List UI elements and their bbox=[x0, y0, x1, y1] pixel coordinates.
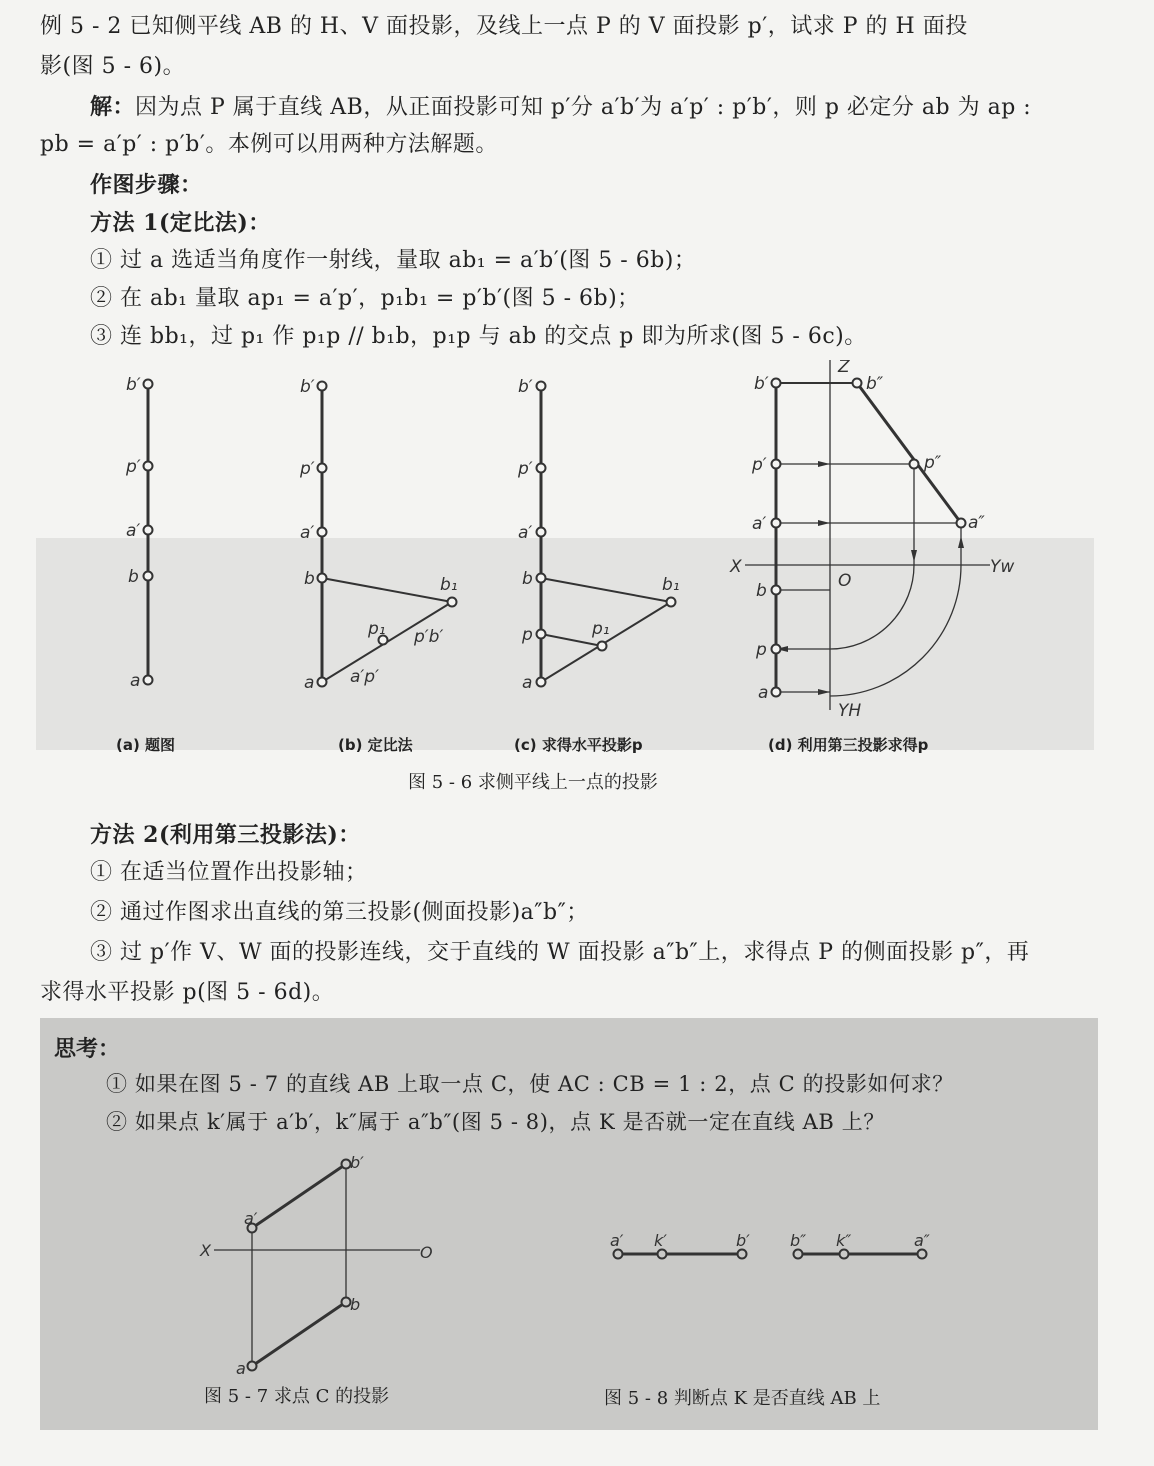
label: p′ bbox=[300, 459, 315, 479]
label: p₁ bbox=[368, 619, 386, 639]
point-marker bbox=[772, 460, 781, 469]
point-marker bbox=[144, 380, 153, 389]
arrow-icon bbox=[818, 520, 830, 526]
fig-d-w-line bbox=[857, 383, 961, 523]
label: b′ bbox=[300, 377, 315, 397]
arrow-icon bbox=[818, 461, 830, 467]
label: a′ bbox=[300, 523, 315, 543]
fig57-v-line bbox=[252, 1164, 346, 1228]
label: a′ bbox=[126, 521, 141, 541]
label: p′ bbox=[752, 455, 767, 475]
figures-5-7-5-8 bbox=[0, 1140, 1154, 1400]
think-question-1: ① 如果在图 5 - 7 的直线 AB 上取一点 C，使 AC : CB = 1 : 2，点 C 的投影如何求？ bbox=[106, 1072, 954, 1096]
label: a″ bbox=[914, 1231, 930, 1250]
label: a bbox=[522, 673, 533, 693]
point-marker bbox=[144, 526, 153, 535]
label: p′ bbox=[126, 457, 141, 477]
label: X bbox=[200, 1241, 211, 1260]
fig-c-ray bbox=[541, 602, 671, 682]
method2-title: 方法 2(利用第三投影法)： bbox=[90, 822, 361, 848]
point-marker bbox=[318, 382, 327, 391]
point-marker bbox=[918, 1250, 927, 1259]
point-marker bbox=[853, 379, 862, 388]
arrow-icon bbox=[958, 536, 964, 548]
method1-step-3: ③ 连 bb₁，过 p₁ 作 p₁p // b₁b，p₁p 与 ab 的交点 p 即为所求(图 5 - 6c)。 bbox=[90, 324, 867, 349]
label: b′ bbox=[736, 1231, 750, 1250]
label: a bbox=[130, 671, 141, 691]
label: b bbox=[128, 567, 139, 587]
fig56-caption-d: (d) 利用第三投影求得p bbox=[768, 736, 929, 754]
method1-step-1: ① 过 a 选适当角度作一射线，量取 ab₁ = a′b′(图 5 - 6b)； bbox=[90, 248, 697, 273]
point-marker bbox=[318, 528, 327, 537]
fig56-caption-c: (c) 求得水平投影p bbox=[514, 736, 643, 754]
label: a bbox=[758, 683, 769, 703]
label: O bbox=[838, 571, 852, 591]
point-marker bbox=[318, 678, 327, 687]
point-marker bbox=[537, 382, 546, 391]
label: b₁ bbox=[662, 575, 680, 595]
point-marker bbox=[144, 572, 153, 581]
point-marker bbox=[537, 574, 546, 583]
label: b bbox=[304, 569, 315, 589]
label: b′ bbox=[350, 1153, 364, 1172]
label: b bbox=[350, 1295, 361, 1314]
point-marker bbox=[910, 460, 919, 469]
label: a′p′ bbox=[350, 667, 379, 687]
point-marker bbox=[537, 630, 546, 639]
arrow-icon bbox=[818, 689, 830, 695]
label: a′ bbox=[752, 514, 767, 534]
point-marker bbox=[537, 464, 546, 473]
point-marker bbox=[248, 1362, 257, 1371]
method1-step-2: ② 在 ab₁ 量取 ap₁ = a′p′，p₁b₁ = p′b′(图 5 - 6b)； bbox=[90, 286, 640, 311]
solution-text: 因为点 P 属于直线 AB，从正面投影可知 p′分 a′b′为 a′p′ : p′b′，则 p 必定分 ab 为 ap : bbox=[135, 95, 1032, 120]
label: b′ bbox=[754, 374, 769, 394]
point-marker bbox=[537, 528, 546, 537]
label: a bbox=[236, 1359, 246, 1378]
fig57-title: 图 5 - 7 求点 C 的投影 bbox=[204, 1386, 390, 1407]
method2-step-2: ② 通过作图求出直线的第三投影(侧面投影)a″b″； bbox=[90, 900, 589, 925]
label: k′ bbox=[654, 1231, 667, 1250]
point-marker bbox=[772, 379, 781, 388]
solution-label: 解： bbox=[90, 94, 136, 120]
label: p″ bbox=[924, 453, 942, 473]
label: a′ bbox=[244, 1209, 258, 1228]
point-marker bbox=[598, 642, 607, 651]
arrow-icon bbox=[911, 550, 917, 562]
point-marker bbox=[318, 574, 327, 583]
method1-title: 方法 1(定比法)： bbox=[90, 210, 271, 236]
label: a bbox=[304, 673, 315, 693]
point-marker bbox=[957, 519, 966, 528]
solution-line-2: pb = a′p′ : p′b′。本例可以用两种方法解题。 bbox=[40, 132, 498, 157]
label: X bbox=[730, 557, 742, 577]
point-marker bbox=[772, 688, 781, 697]
label: b bbox=[756, 581, 767, 601]
label: b″ bbox=[790, 1231, 807, 1250]
label: a′ bbox=[610, 1231, 624, 1250]
method2-step-3b: 求得水平投影 p(图 5 - 6d)。 bbox=[40, 980, 335, 1005]
example-line-1: 例 5 - 2 已知侧平线 AB 的 H、V 面投影，及线上一点 P 的 V 面投影 p′，试求 P 的 H 面投 bbox=[40, 14, 968, 39]
point-marker bbox=[772, 645, 781, 654]
fig56-caption-b: (b) 定比法 bbox=[338, 736, 413, 754]
fig56-caption-a: (a) 题图 bbox=[116, 736, 176, 754]
method2-step-1: ① 在适当位置作出投影轴； bbox=[90, 860, 368, 885]
label: p bbox=[522, 625, 533, 645]
label: p′ bbox=[518, 459, 533, 479]
steps-title: 作图步骤： bbox=[90, 172, 203, 198]
label: p′b′ bbox=[414, 627, 444, 647]
fig-b-bb1 bbox=[322, 578, 452, 602]
point-marker bbox=[537, 678, 546, 687]
point-marker bbox=[448, 598, 457, 607]
label: YH bbox=[838, 701, 862, 721]
point-marker bbox=[144, 676, 153, 685]
label: a″ bbox=[968, 513, 985, 533]
point-marker bbox=[667, 598, 676, 607]
label: b′ bbox=[518, 377, 533, 397]
label: Z bbox=[838, 360, 850, 377]
point-marker bbox=[144, 462, 153, 471]
example-line-2: 影(图 5 - 6)。 bbox=[40, 54, 186, 79]
label: p₁ bbox=[592, 619, 610, 639]
label: p bbox=[756, 640, 767, 660]
fig57-h-line bbox=[252, 1302, 346, 1366]
point-marker bbox=[658, 1250, 667, 1259]
label: b bbox=[522, 569, 533, 589]
solution-line-1 bbox=[90, 92, 1154, 123]
point-marker bbox=[772, 519, 781, 528]
point-marker bbox=[772, 586, 781, 595]
method2-step-3: ③ 过 p′作 V、W 面的投影连线，交于直线的 W 面投影 a″b″上，求得点 P 的侧面投影 p″，再 bbox=[90, 940, 1030, 965]
label: k″ bbox=[836, 1231, 852, 1250]
label: b₁ bbox=[440, 575, 458, 595]
fig-c-bb1 bbox=[541, 578, 671, 602]
point-marker bbox=[738, 1250, 747, 1259]
label: a′ bbox=[518, 523, 533, 543]
fig56-title: 图 5 - 6 求侧平线上一点的投影 bbox=[408, 772, 658, 793]
think-question-2: ② 如果点 k′属于 a′b′，k″属于 a″b″(图 5 - 8)，点 K 是否就一定在直线 AB 上？ bbox=[106, 1110, 885, 1134]
point-marker bbox=[614, 1250, 623, 1259]
fig58-title: 图 5 - 8 判断点 K 是否直线 AB 上 bbox=[604, 1388, 881, 1409]
point-marker bbox=[840, 1250, 849, 1259]
figure-5-6 bbox=[0, 360, 1154, 780]
label: Yw bbox=[990, 557, 1015, 577]
point-marker bbox=[794, 1250, 803, 1259]
point-marker bbox=[318, 464, 327, 473]
label: b′ bbox=[126, 375, 141, 395]
label: b″ bbox=[866, 374, 884, 394]
label: O bbox=[420, 1243, 433, 1262]
think-title: 思考： bbox=[54, 1036, 121, 1062]
